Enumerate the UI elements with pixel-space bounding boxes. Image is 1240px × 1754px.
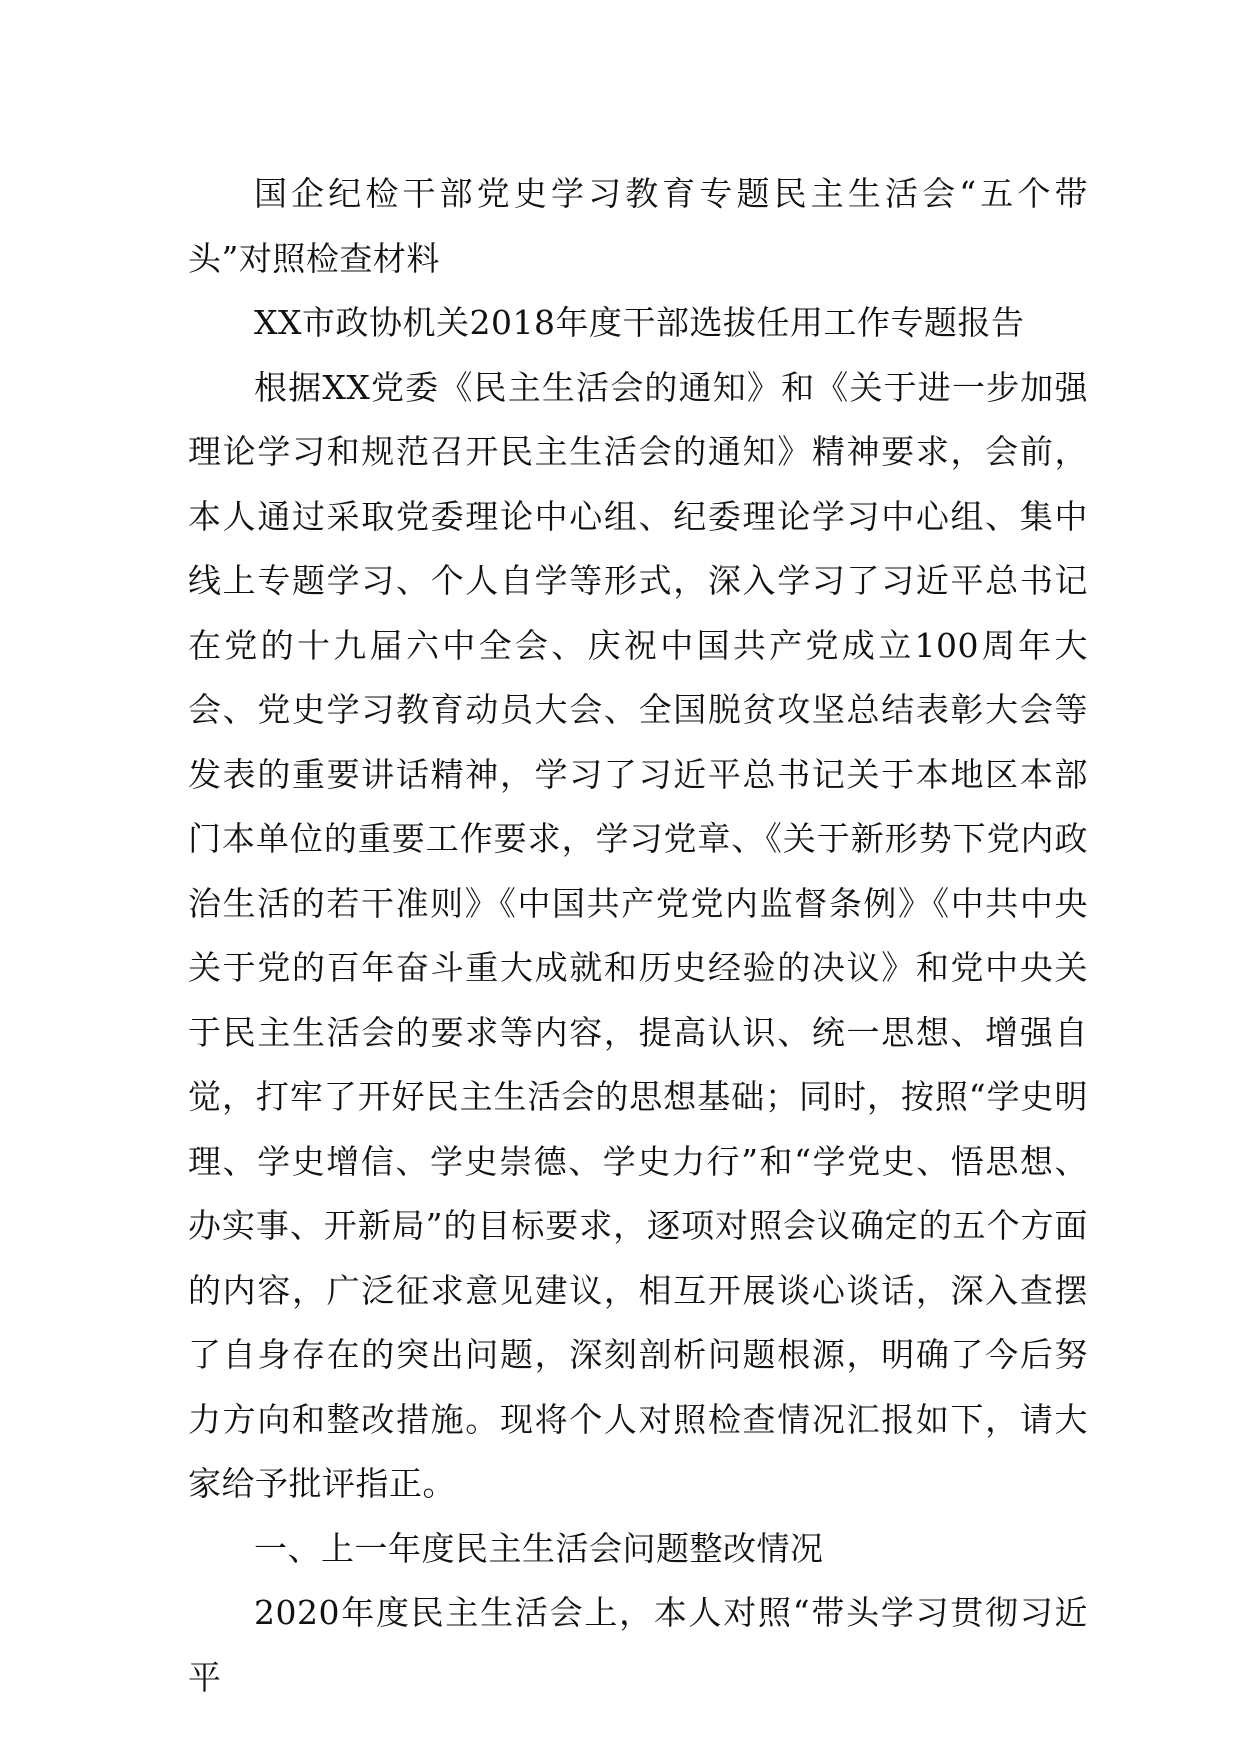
document-title: 国企纪检干部党史学习教育专题民主生活会“五个带头”对照检查材料	[188, 174, 1088, 278]
section-heading: 一、上一年度民主生活会问题整改情况	[254, 1528, 824, 1568]
document-body	[188, 162, 1088, 1710]
intro-paragraph: 根据XX党委《民主生活会的通知》和《关于进一步加强理论学习和规范召开民主生活会的通知》精神要求，会前，本人通过采取党委理论中心组、纪委理论学习中心组、集中线上专题学习、个人自学等形式，深入学习了习近平总书记在党的十九届六中全会、庆祝中国共产党成立100周年大会、党史学习教育动员大会、全国脱贫攻坚总结表彰大会等发表的重要讲话精神，学习了习近平总书记关于本地区本部门本单位的重要工作要求，学习党章、《关于新形势下党内政治生活的若干准则》《中国共产党党内监督条例》《中共中央关于党的百年奋斗重大成就和历史经验的决议》和党中央关于民主生活会的要求等内容，提高认识、统一思想、增强自觉，打牢了开好民主生活会的思想基础；同时，按照“学史明理、学史增信、学史崇德、学史力行”和“学党史、悟思想、办实事、开新局”的目标要求，逐项对照会议确定的五个方面的内容，广泛征求意见建议，相互开展谈心谈话，深入查摆了自身存在的突出问题，深刻剖析问题根源，明确了今后努力方向和整改措施。现将个人对照检查情况汇报如下，请大家给予批评指正。	[188, 367, 1088, 1503]
section-paragraph: 2020年度民主生活会上，本人对照“带头学习贯彻习近平	[188, 1593, 1088, 1697]
document-subtitle: XX市政协机关2018年度干部选拔任用工作专题报告	[254, 303, 1025, 342]
